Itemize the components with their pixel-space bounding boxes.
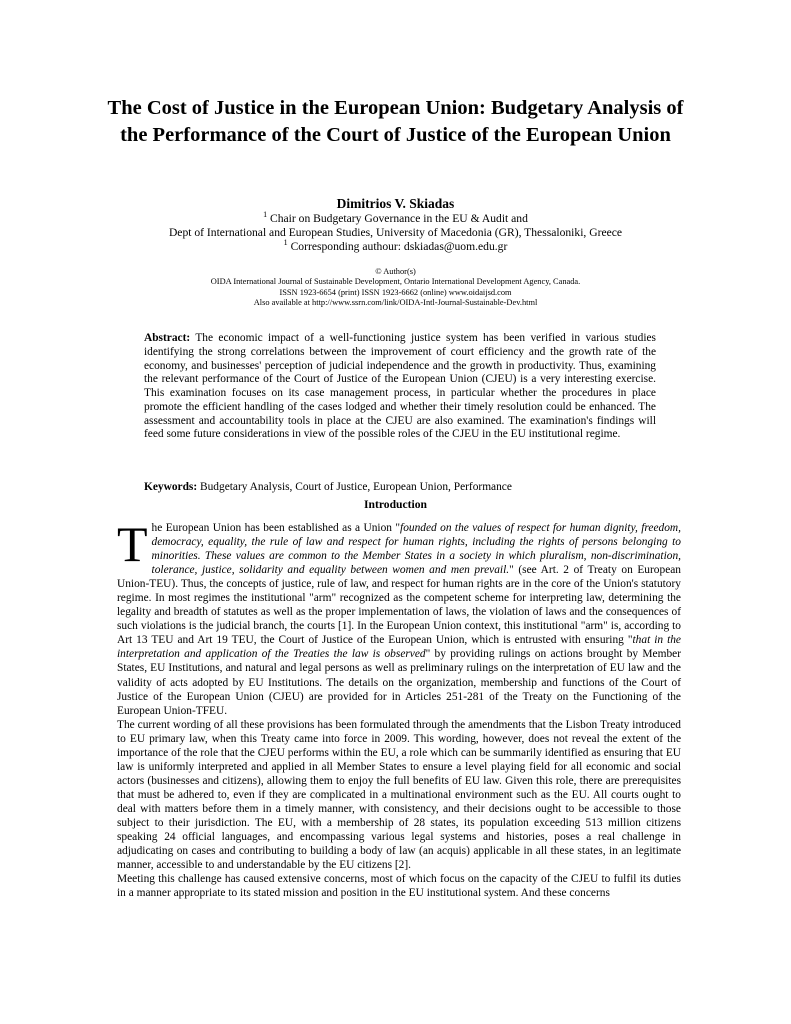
journal-info: OIDA International Journal of Sustainable Development, Ontario International Development Agency, Canada. — [210, 277, 581, 287]
quoted-text: founded on the values of respect for human dignity, freedom, democracy, equality, the rule of law and respect for human rights, including the rights of persons belonging to minorities. These values are common to the Member States in a society in which pluralism, non-discrimination, tolerance, justice, solidarity and equality between women and men prevail. — [151, 522, 681, 577]
affiliation-line — [150, 240, 641, 254]
affiliation-marker: 1 — [283, 238, 288, 248]
abstract-label: Abstract: — [144, 332, 191, 344]
paper-title: The Cost of Justice in the European Union: Budgetary Analysis of the Performance of the Court of Justice of the European Union — [107, 97, 684, 146]
affiliation-line: Dept of International and European Studies, University of Macedonia (GR), Thessaloniki, Greece — [168, 226, 623, 239]
keywords — [144, 480, 656, 494]
affiliation-text: Chair on Budgetary Governance in the EU & Audit and — [270, 212, 528, 225]
abstract — [144, 332, 656, 442]
body-text: " (see Art. 2 of Treaty on European Union-TEU). Thus, the concepts of justice, rule of law, and respect for human rights are in the core of the Union's statutory regime. In most regimes the institutional "arm" recognized as the competent scheme for interpreting law, determining the legality and breadth of statutes as well as the proper implementation of laws, the violation of laws and the consequences of such violations is the judicial branch, the courts [1]. In the European Union context, this institutional "arm" is, according to Art 13 TEU and Art 19 TEU, the Court of Justice of the European Union, which is entrusted with ensuring " — [117, 564, 681, 647]
author-name: Dimitrios V. Skiadas — [336, 196, 455, 211]
issn-info: ISSN 1923-6654 (print) ISSN 1923-6662 (online) www.oidaijsd.com — [279, 287, 512, 297]
affiliation-line — [150, 212, 641, 226]
abstract-text: The economic impact of a well-functioning justice system has been verified in various studies identifying the strong correlations between the improvement of court efficiency and the growth rate of the economy, and businesses' perception of judicial independence and the growth in productivity. Thus, examining the relevant performance of the Court of Justice of the European Union (CJEU) is a very interesting exercise. This examination focuses on its case management process, in particular whether the procedures in place promote the efficient handling of the cases lodged and whether their timely resolution could be enhanced. The assessment and accountability tools in place at the CJEU are also examined. The examination's findings will feed some future considerations in view of the possible roles of the CJEU in the EU institutional regime. — [144, 332, 656, 441]
keywords-text: Budgetary Analysis, Court of Justice, European Union, Performance — [200, 481, 512, 493]
availability-link: Also available at http://www.ssrn.com/link/OIDA-Intl-Journal-Sustainable-Dev.html — [253, 298, 538, 308]
affiliation-marker: 1 — [263, 210, 268, 220]
quoted-text: that in the interpretation and application of the Treaties the law is observed — [117, 634, 681, 661]
introduction-body — [117, 516, 681, 900]
section-heading-introduction: Introduction — [364, 498, 427, 511]
body-paragraph: The current wording of all these provisions has been formulated through the amendments that the Lisbon Treaty introduced to EU primary law, when this Treaty came into force in 2009. This wording, however, does not reveal the extent of the importance of the role that the CJEU performs within the EU, a role which can be summarily identified as ensuring that EU law is uniformly interpreted and applied in all Member States to ensure a level playing field for all economic and social actors (businesses and citizens), allowing them to enjoy the full benefits of EU law. Given this role, there are prerequisites that must be adhered to, even if they are complicated in a multinational environment such as the EU. All courts ought to deal with matters before them in a timely manner, with consistency, and their decisions ought to be accessible to those subject to their jurisdiction. The EU, with a membership of 28 states, its population exceeding 513 million citizens speaking 24 official languages, and encompassing various legal systems and histories, poses a real challenge in adjudicating on cases and contributing to building a body of law (an acquis) applicable in all these states, in an legitimate manner, accessible to and understandable by the EU citizens [2]. — [117, 718, 681, 872]
keywords-label: Keywords: — [144, 481, 198, 493]
body-paragraph: Meeting this challenge has caused extensive concerns, most of which focus on the capacity of the CJEU to fulfil its duties in a manner appropriate to its stated mission and position in the EU institutional system. And these concerns — [117, 873, 681, 900]
author-affiliation — [150, 212, 641, 254]
body-paragraph — [117, 516, 681, 718]
corresponding-author: Corresponding authour: dskiadas@uom.edu.gr — [290, 240, 508, 253]
copyright-notice: © Author(s) — [375, 267, 416, 276]
body-text: " by providing rulings on actions brought by Member States, EU Institutions, and natural and legal persons as well as preliminary rulings on the interpretation of EU law and the validity of acts adopted by EU Institutions. The details on the organization, membership and functions of the Court of Justice of the European Union (CJEU) are provided for in Articles 251-281 of the Treaty on the Functioning of the European Union-TFEU. — [117, 648, 681, 717]
copyright-block — [100, 267, 691, 309]
body-text: he European Union has been established as a Union " — [151, 522, 401, 534]
drop-cap: T — [117, 516, 148, 572]
